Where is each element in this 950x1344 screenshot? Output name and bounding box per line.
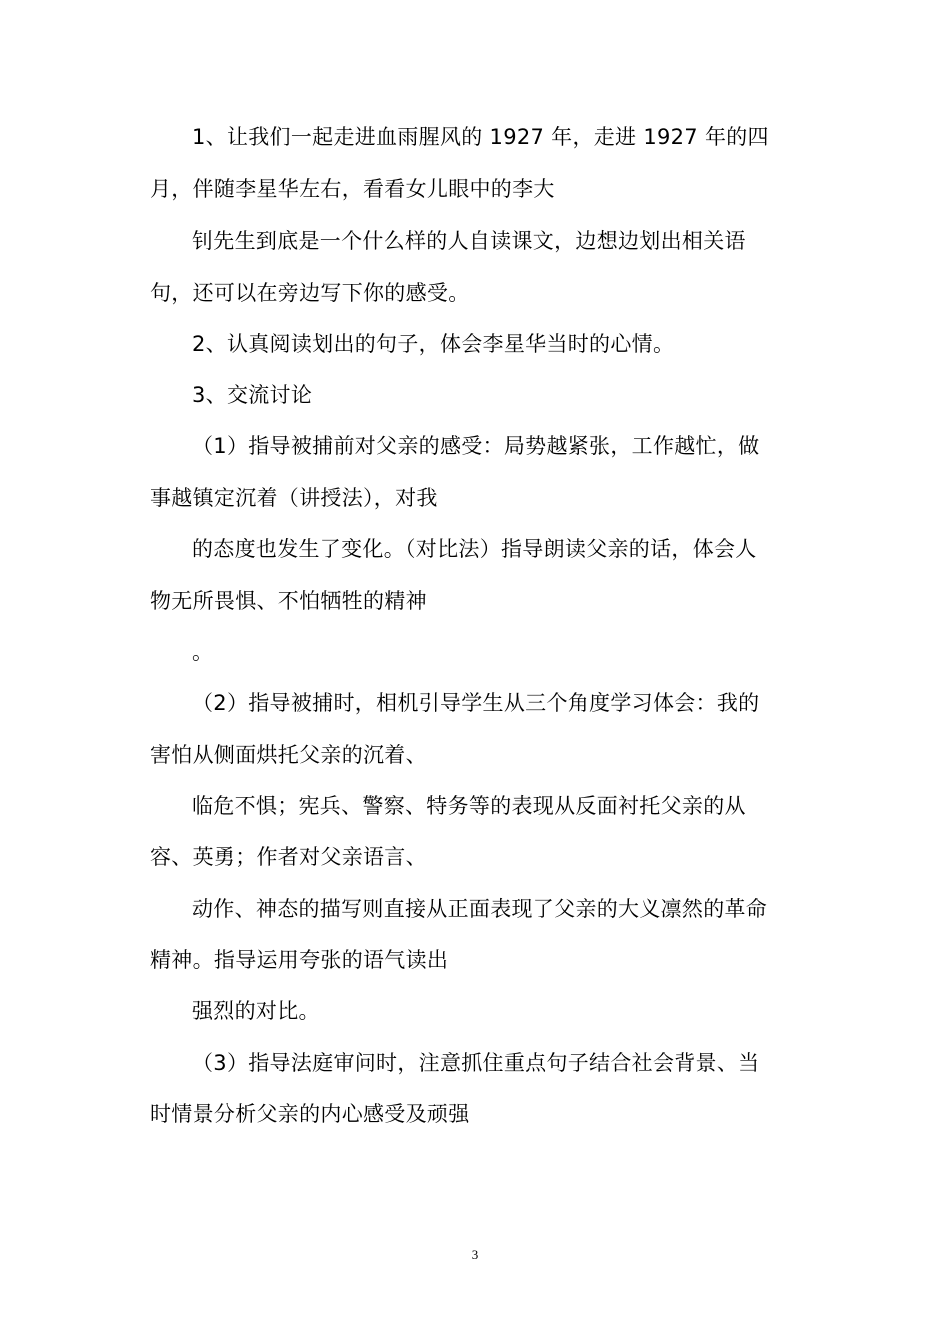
text-line-12: （2）指导被捕时，相机引导学生从三个角度学习体会：我的 (192, 691, 760, 715)
text-line-2: 月，伴随李星华左右，看看女儿眼中的李大 (150, 177, 555, 201)
text-line-4: 句，还可以在旁边写下你的感受。 (150, 281, 470, 305)
text-line-3: 钊先生到底是一个什么样的人自读课文，边想边划出相关语 (192, 229, 746, 253)
text-line-14: 临危不惧；宪兵、警察、特务等的表现从反面衬托父亲的从 (192, 794, 746, 818)
text-line-8: 事越镇定沉着（讲授法），对我 (150, 486, 438, 510)
text-line-10: 物无所畏惧、不怕牺牲的精神 (150, 589, 427, 613)
text-line-17: 精神。指导运用夸张的语气读出 (150, 948, 449, 972)
text-line-5: 2、认真阅读划出的句子，体会李星华当时的心情。 (192, 332, 675, 356)
text-line-18: 强烈的对比。 (192, 999, 320, 1023)
text-line-1: 1、让我们一起走进血雨腥风的 1927 年，走进 1927 年的四 (192, 125, 769, 149)
text-line-11: 。 (192, 640, 214, 664)
text-line-13: 害怕从侧面烘托父亲的沉着、 (150, 743, 427, 767)
page-number: 3 (471, 1247, 479, 1262)
text-line-16: 动作、神态的描写则直接从正面表现了父亲的大义凛然的革命 (192, 897, 768, 921)
text-line-7: （1）指导被捕前对父亲的感受：局势越紧张，工作越忙，做 (192, 434, 760, 458)
text-line-9: 的态度也发生了变化。（对比法）指导朗读父亲的话，体会人 (192, 537, 757, 561)
text-line-19: （3）指导法庭审问时，注意抓住重点句子结合社会背景、当 (192, 1051, 760, 1075)
text-line-6: 3、交流讨论 (192, 383, 313, 407)
text-line-15: 容、英勇；作者对父亲语言、 (150, 845, 427, 869)
text-line-20: 时情景分析父亲的内心感受及顽强 (150, 1102, 470, 1126)
